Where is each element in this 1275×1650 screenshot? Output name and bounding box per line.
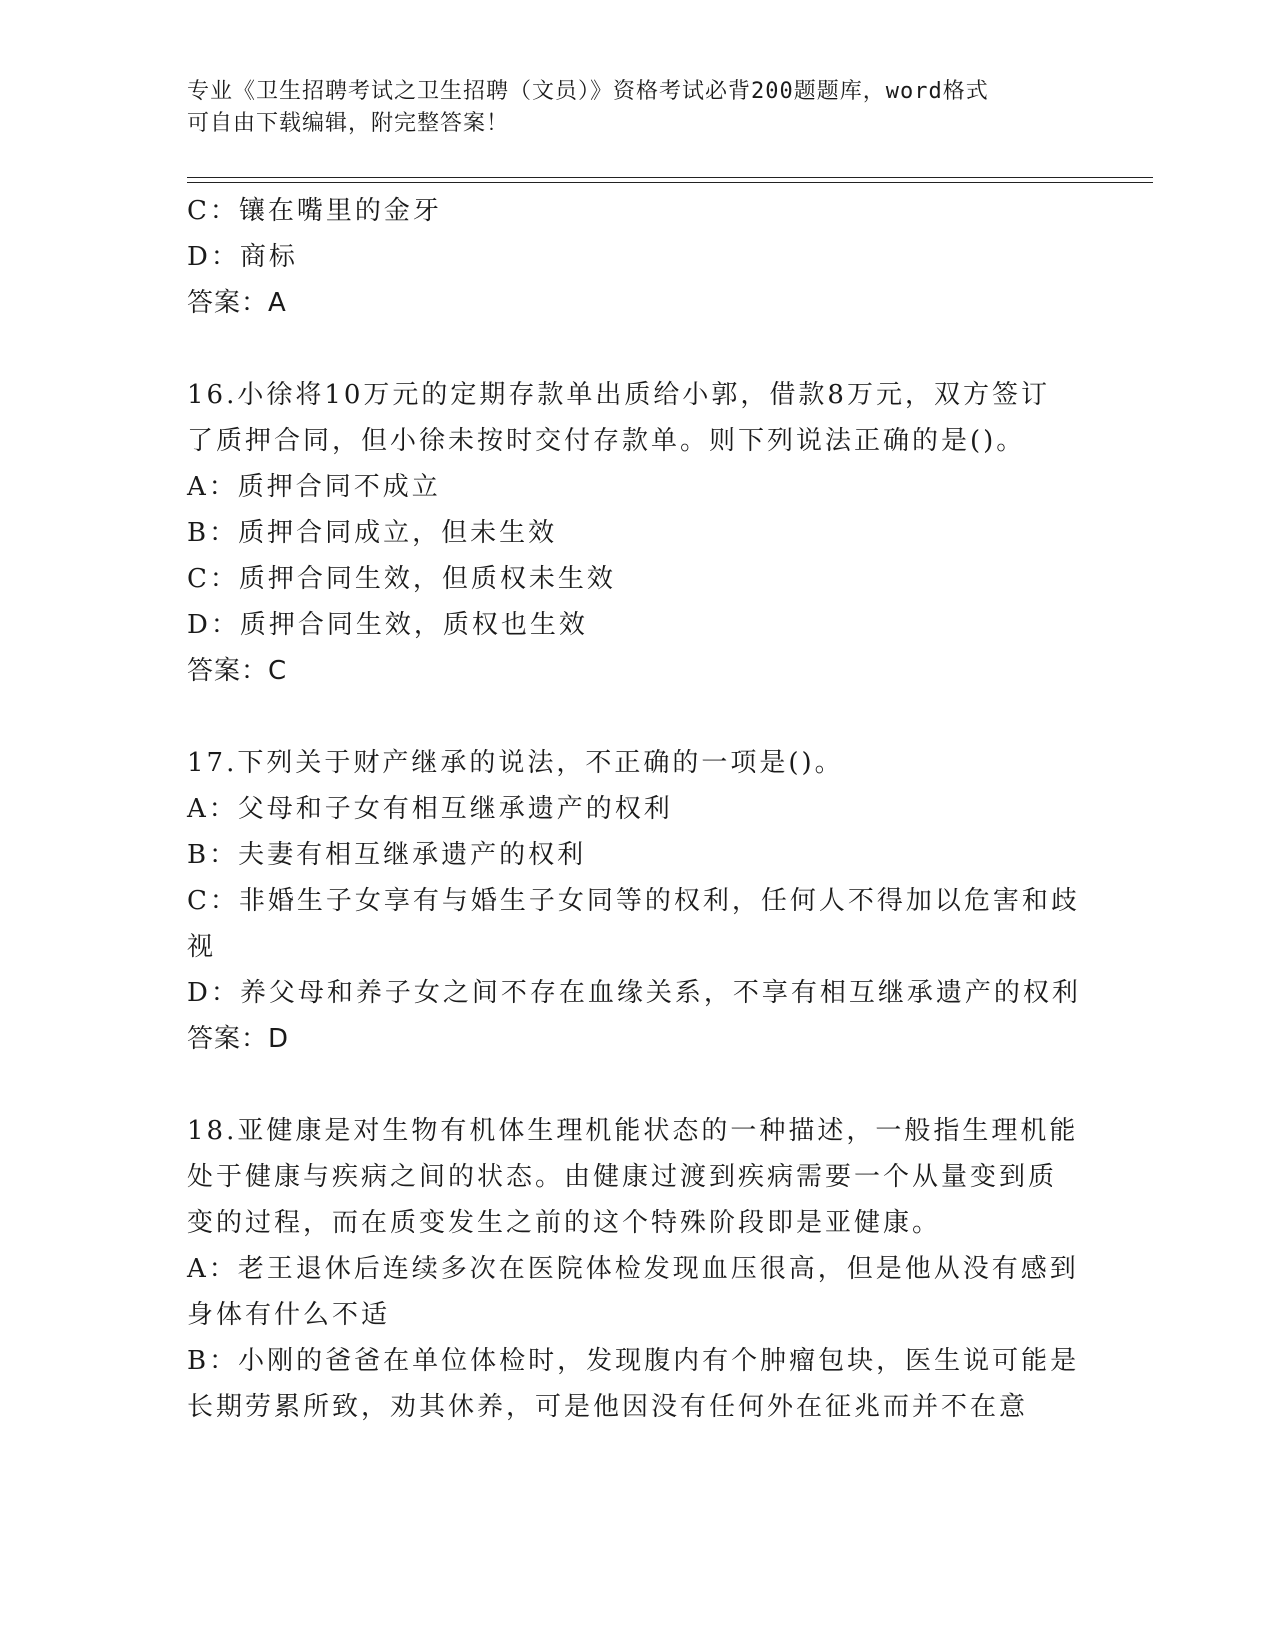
question-content <box>187 188 1087 1430</box>
header-divider-bottom <box>187 182 1153 183</box>
header-line-2: 可自由下载编辑，附完整答案！ <box>187 111 510 136</box>
q17-stem: 17.下列关于财产继承的说法，不正确的一项是()。 <box>187 748 844 778</box>
q16-option-b: B：质押合同成立，但未生效 <box>187 518 558 548</box>
q17-option-d: D：养父母和养子女之间不存在血缘关系，不享有相互继承遗产的权利 <box>187 978 1081 1008</box>
q17-option-c-line-2: 视 <box>187 932 217 962</box>
q16-stem-line-2: 了质押合同，但小徐未按时交付存款单。则下列说法正确的是()。 <box>187 426 1026 456</box>
spacer <box>187 326 1087 372</box>
q18-option-a-line-1: A：老王退休后连续多次在医院体检发现血压很高，但是他从没有感到 <box>187 1254 1079 1284</box>
q16-option-a: A：质押合同不成立 <box>187 472 441 502</box>
q17-option-a: A：父母和子女有相互继承遗产的权利 <box>187 794 673 824</box>
q16-option-d: D：质押合同生效，质权也生效 <box>187 610 588 640</box>
q18-stem-line-3: 变的过程，而在质变发生之前的这个特殊阶段即是亚健康。 <box>187 1208 942 1238</box>
spacer <box>187 1062 1087 1108</box>
q17-answer: 答案：D <box>187 1024 290 1054</box>
q16-option-c: C：质押合同生效，但质权未生效 <box>187 564 616 594</box>
q16-answer: 答案：C <box>187 656 288 686</box>
q16-stem-line-1: 16.小徐将10万元的定期存款单出质给小郭，借款8万元，双方签订 <box>187 380 1050 410</box>
spacer <box>187 694 1087 740</box>
q18-stem-line-1: 18.亚健康是对生物有机体生理机能状态的一种描述，一般指生理机能 <box>187 1116 1079 1146</box>
q18-option-b-line-1: B：小刚的爸爸在单位体检时，发现腹内有个肿瘤包块，医生说可能是 <box>187 1346 1080 1376</box>
header-divider-top <box>187 177 1153 178</box>
document-header <box>187 76 1077 140</box>
q18-stem-line-2: 处于健康与疾病之间的状态。由健康过渡到疾病需要一个从量变到质 <box>187 1162 1058 1192</box>
q15-option-c: C：镶在嘴里的金牙 <box>187 196 442 226</box>
q17-option-c-line-1: C：非婚生子女享有与婚生子女同等的权利，任何人不得加以危害和歧 <box>187 886 1080 916</box>
q18-option-b-line-2: 长期劳累所致，劝其休养，可是他因没有任何外在征兆而并不在意 <box>187 1392 1029 1422</box>
q15-answer: 答案：A <box>187 288 287 318</box>
q18-option-a-line-2: 身体有什么不适 <box>187 1300 391 1330</box>
header-line-1: 专业《卫生招聘考试之卫生招聘（文员）》资格考试必背200题题库，word格式 <box>187 79 989 104</box>
q17-option-b: B：夫妻有相互继承遗产的权利 <box>187 840 587 870</box>
q15-option-d: D：商标 <box>187 242 298 272</box>
